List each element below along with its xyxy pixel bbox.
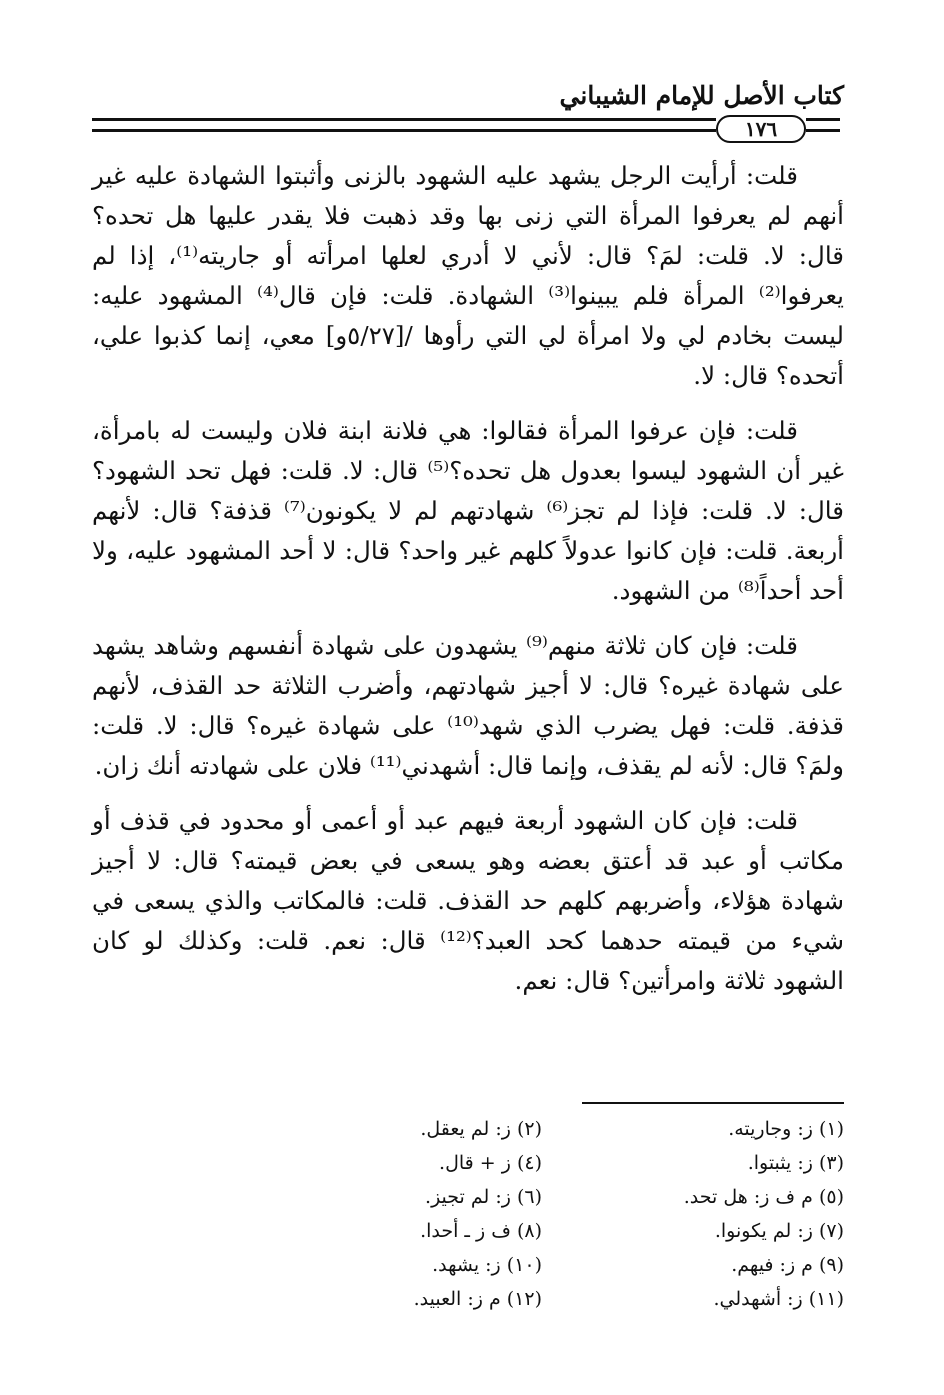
footnote-text: ز: يشهد. xyxy=(432,1254,501,1276)
footnote xyxy=(602,1146,844,1180)
paragraph: قلت: أرأيت الرجل يشهد عليه الشهود بالزنى وأثبتوا الشهادة عليه غير أنهم لم يعرفوا المرأة التي زنى بها وقد ذهبت فلا يقدر عليها هل تحده؟ قال: لا. قلت: لمَ؟ قال: لأني لا أدري لعلها امرأته أو جاريته⁽¹⁾، إذا لم يعرفوا⁽²⁾ المرأة فلم يبينوا⁽³⁾ الشهادة. قلت: فإن قال⁽⁴⁾ المشهود عليه: ليست بخادم لي ولا امرأة لي التي رأوها /[٥/٢٧و] معي، إنما كذبوا علي، أتحده؟ قال: لا. xyxy=(92,161,845,390)
footnote-number: (١٢) xyxy=(506,1288,542,1310)
paragraph: قلت: فإن كان الشهود أربعة فيهم عبد أو أعمى أو محدود في قذف أو مكاتب أو عبد قد أعتق بعضه وهو يسعى في بعض قيمته؟ قال: لا أجيز شهادة هؤلاء، وأضربهم كلهم حد القذف. قلت: فالمكاتب والذي يسعى في شيء من قيمته حدهما كحد العبد؟⁽¹²⁾ قال: نعم. قلت: وكذلك لو كان الشهود ثلاثة وامرأتين؟ قال: نعم. xyxy=(92,806,844,995)
footnote-number: (٨) xyxy=(516,1220,542,1242)
footnote-number: (١) xyxy=(818,1118,844,1140)
footnote-number: (٧) xyxy=(818,1220,844,1242)
footnote xyxy=(300,1146,542,1180)
footnote-text: م ز: العبيد. xyxy=(413,1288,501,1310)
footnote xyxy=(602,1248,844,1282)
page-number: ١٧٦ xyxy=(716,115,806,143)
footnote xyxy=(300,1282,542,1316)
header-rule-top xyxy=(92,118,716,121)
header-rule-bottom xyxy=(92,129,716,132)
footnote xyxy=(300,1112,542,1146)
footnotes xyxy=(300,1112,844,1316)
footnote xyxy=(602,1282,844,1316)
footnote-text: م ف ز: هل تحد. xyxy=(683,1186,813,1208)
footnote xyxy=(602,1180,844,1214)
footnote xyxy=(300,1214,542,1248)
footnote-number: (٩) xyxy=(818,1254,844,1276)
footnote-text: ف ز ـ أحدا. xyxy=(420,1220,511,1242)
footnote xyxy=(602,1112,844,1146)
footnote-separator xyxy=(582,1102,844,1104)
running-header-title: كتاب الأصل للإمام الشيباني xyxy=(559,81,844,110)
footnote-text: ز: يثبتوا. xyxy=(747,1152,813,1174)
footnote-number: (٦) xyxy=(516,1186,542,1208)
footnote-text: ز: لم تجيز. xyxy=(425,1186,511,1208)
footnote-text: ز: وجاريته. xyxy=(728,1118,813,1140)
body-text xyxy=(92,156,844,1016)
footnote xyxy=(300,1180,542,1214)
footnote-number: (٢) xyxy=(516,1118,542,1140)
paragraph: قلت: فإن كان ثلاثة منهم⁽⁹⁾ يشهدون على شهادة أنفسهم وشاهد يشهد على شهادة غيره؟ قال: لا أجيز شهادتهم، وأضرب الثلاثة حد القذف، لأنهم قذفة. قلت: فهل يضرب الذي شهد⁽¹⁰⁾ على شهادة غيره؟ قال: لا. قلت: ولمَ؟ قال: لأنه لم يقذف، وإنما قال: أشهدني⁽¹¹⁾ فلان على شهادته أنك زان. xyxy=(92,631,844,780)
footnote-text: ز: لم يكونوا. xyxy=(714,1220,813,1242)
footnote-number: (١٠) xyxy=(506,1254,542,1276)
footnote-number: (٣) xyxy=(818,1152,844,1174)
footnote xyxy=(602,1214,844,1248)
header-rule-right-bottom xyxy=(806,129,840,132)
header-rule-right-top xyxy=(806,118,840,121)
footnote xyxy=(300,1248,542,1282)
footnote-number: (١١) xyxy=(808,1288,844,1310)
paragraph: قلت: فإن عرفوا المرأة فقالوا: هي فلانة ابنة فلان وليست له بامرأة، غير أن الشهود ليسوا بعدول هل تحده؟⁽⁵⁾ قال: لا. قلت: فهل تحد الشهود؟ قال: لا. قلت: فإذا لم تجز⁽⁶⁾ شهادتهم لم لا يكونون⁽⁷⁾ قذفة؟ قال: لأنهم أربعة. قلت: فإن كانوا عدولاً كلهم غير واحد؟ قال: لا أحد المشهود عليه، ولا أحد أحداً⁽⁸⁾ من الشهود. xyxy=(92,416,844,605)
footnote-text: ز + قال. xyxy=(439,1152,511,1174)
footnote-text: ز: أشهدلي. xyxy=(713,1288,803,1310)
footnote-number: (٤) xyxy=(516,1152,542,1174)
footnote-number: (٥) xyxy=(818,1186,844,1208)
footnote-text: ز: لم يعقل. xyxy=(420,1118,511,1140)
footnote-text: م ز: فيهم. xyxy=(731,1254,813,1276)
